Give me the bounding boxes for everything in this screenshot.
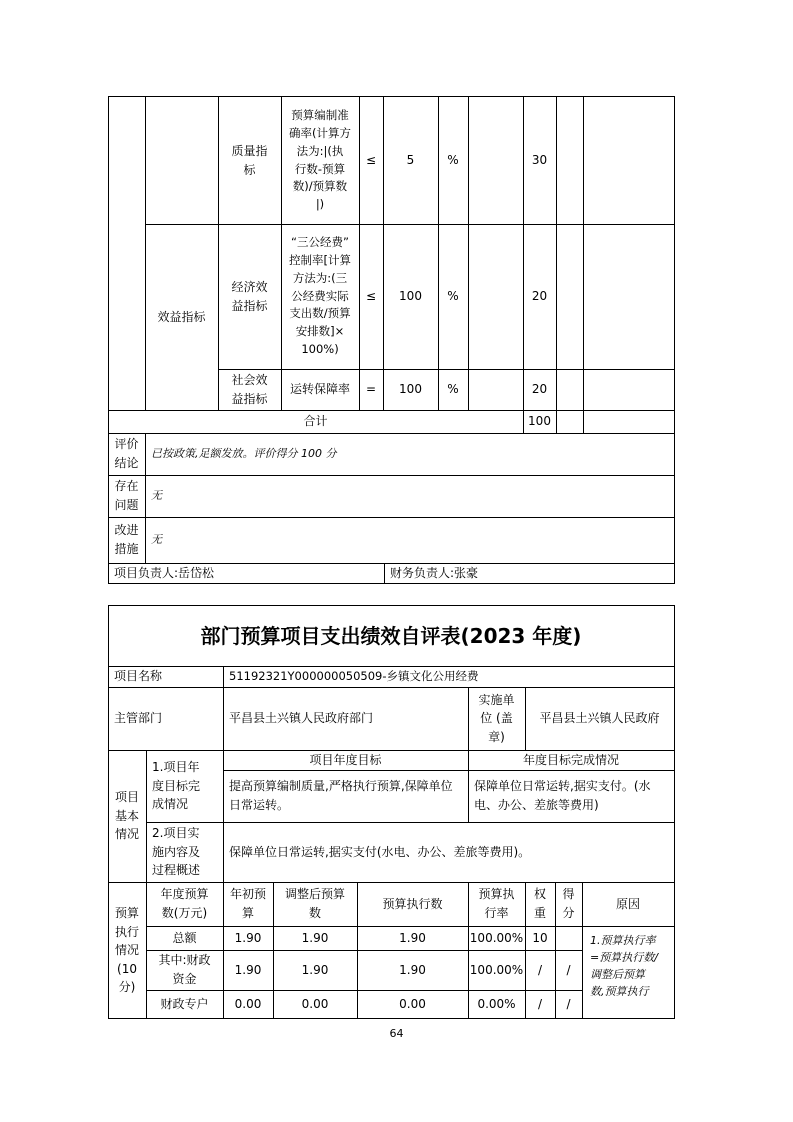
table-row-special-adjusted: 0.00 [301, 997, 329, 1012]
rule [108, 96, 675, 97]
rule [146, 950, 582, 951]
econ-indicator-desc: “三公经费” 控制率[计算 方法为:(三 公经费实际 支出数/预算 安排数]× 100%) [289, 235, 351, 357]
page-title: 部门预算项目支出绩效自评表(2023 年度) [200, 623, 582, 648]
budget-header-weight: 权 重 [533, 887, 546, 920]
rule [108, 605, 109, 1019]
total-score: 100 [528, 414, 551, 429]
impl-content-text: 保障单位日常运转,据实支付(水电、办公、差旅等费用)。 [229, 844, 531, 859]
basic-info-label: 项目 基本 情况 [114, 790, 139, 842]
budget-header-annual: 年度预算 数(万元) [160, 887, 209, 920]
table-row-total-name: 总额 [172, 930, 197, 945]
finance-lead: 财务负责人:张豪 [390, 565, 479, 580]
table-row-total-adjusted: 1.90 [301, 930, 329, 945]
rule [108, 750, 675, 751]
dept-value: 平昌县土兴镇人民政府部门 [229, 711, 374, 726]
rule [583, 96, 584, 433]
table-row-fiscal-score: / [566, 962, 571, 977]
rule [108, 433, 675, 434]
total-label: 合计 [303, 414, 328, 429]
social-unit: % [447, 382, 459, 397]
rule [108, 475, 675, 476]
rule [357, 882, 358, 1019]
impl-unit-label: 实施单 位 (盖 章) [478, 692, 515, 744]
table-row-fiscal-adjusted: 1.90 [301, 962, 329, 977]
table-row-fiscal-weight: / [537, 962, 543, 977]
rule [146, 926, 675, 927]
rule [281, 96, 282, 410]
annual-goal-label: 1.项目年 度目标完 成情况 [152, 760, 201, 812]
rule [438, 96, 439, 410]
rule [108, 410, 675, 411]
quality-value: 5 [406, 153, 415, 168]
measure-label: 改进 措施 [114, 523, 139, 556]
budget-exec-label: 预算 执行 情况 (10 分) [114, 906, 139, 995]
social-indicator-desc: 运转保障率 [289, 382, 350, 397]
table-row-special-name: 财政专户 [160, 997, 209, 1012]
social-indicator-label: 社会效 益指标 [231, 372, 268, 406]
table-row-fiscal-rate: 100.00% [469, 962, 524, 977]
measure-text: 无 [151, 533, 162, 547]
rule [359, 96, 360, 410]
rule [108, 687, 675, 688]
page-number: 64 [389, 1027, 404, 1041]
rule [525, 882, 526, 1019]
project-name-value: 51192321Y000000050509-乡镇文化公用经费 [229, 668, 479, 683]
evaluation-label: 评价 结论 [114, 437, 139, 470]
rule [223, 750, 224, 1019]
rule [218, 96, 219, 410]
annual-goal-text: 提高预算编制质量,严格执行预算,保障单位 日常运转。 [229, 779, 453, 812]
rule [384, 563, 385, 583]
table-row-special-weight: / [537, 997, 543, 1012]
rule [108, 605, 675, 606]
quality-indicator-desc: 预算编制准 确率(计算方 法为:|(执 行数-预算 数)/预算数 |) [289, 108, 351, 212]
rule [555, 882, 556, 1019]
impl-content-label: 2.项目实 施内容及 过程概述 [152, 826, 201, 878]
quality-indicator-label: 质量指 标 [231, 143, 268, 177]
benefit-indicator-label: 效益指标 [157, 309, 206, 324]
table-row-special-executed: 0.00 [399, 997, 426, 1012]
econ-score: 20 [531, 289, 548, 304]
rule [145, 224, 675, 225]
rule [523, 96, 524, 433]
rule [108, 583, 675, 584]
econ-value: 100 [399, 289, 422, 304]
table-row-total-executed: 1.90 [399, 930, 426, 945]
rule [145, 433, 146, 563]
table-row-total-initial: 1.90 [234, 930, 262, 945]
budget-header-adjusted: 调整后预算 数 [284, 887, 345, 920]
table-row-special-score: / [566, 997, 571, 1012]
table-row-special-initial: 0.00 [234, 997, 262, 1012]
budget-header-score: 得 分 [562, 887, 575, 920]
rule [145, 96, 146, 410]
table-row-total-weight: 10 [532, 930, 548, 945]
rule [468, 882, 469, 1019]
table-row-total-score [555, 926, 582, 950]
project-lead: 项目负责人:岳岱松 [114, 565, 215, 580]
table-row-fiscal-initial: 1.90 [234, 962, 262, 977]
quality-unit: % [447, 153, 459, 168]
rule [146, 822, 675, 823]
rule [674, 605, 675, 1019]
budget-header-rate: 预算执 行率 [478, 887, 515, 920]
rule [108, 666, 675, 667]
problem-text: 无 [151, 489, 162, 503]
rule [108, 517, 675, 518]
rule [468, 687, 469, 822]
social-value: 100 [399, 382, 422, 397]
rule [582, 882, 583, 1019]
rule [218, 369, 675, 370]
rule [108, 1018, 675, 1019]
dept-label: 主管部门 [114, 711, 163, 726]
impl-unit-value: 平昌县土兴镇人民政府 [539, 711, 660, 726]
budget-header-initial: 年初预 算 [229, 887, 266, 920]
reason-text: 1.预算执行率 =预算执行数/ 调整后预算 数,预算执行 [590, 934, 658, 999]
project-name-label: 项目名称 [114, 669, 163, 684]
social-operator: = [365, 382, 377, 397]
rule [108, 882, 675, 883]
social-score: 20 [531, 382, 548, 397]
quality-operator: ≤ [365, 153, 377, 168]
econ-indicator-label: 经济效 益指标 [231, 279, 268, 313]
budget-header-executed: 预算执行数 [382, 896, 443, 911]
table-row-total-rate: 100.00% [469, 930, 524, 945]
rule [674, 96, 675, 584]
rule [468, 96, 469, 410]
table-row-fiscal-name: 其中:财政 资金 [158, 953, 211, 986]
evaluation-text: 已按政策,足额发放。评价得分 100 分 [151, 447, 337, 461]
rule [223, 770, 675, 771]
problem-label: 存在 问题 [114, 479, 139, 512]
rule [146, 990, 582, 991]
rule [108, 563, 675, 564]
goal-completion-text: 保障单位日常运转,据实支付。(水 电、办公、差旅等费用) [474, 779, 651, 812]
rule [146, 750, 147, 1019]
quality-score: 30 [531, 153, 548, 168]
table-row-fiscal-executed: 1.90 [399, 962, 426, 977]
econ-unit: % [447, 289, 459, 304]
table-row-special-rate: 0.00% [477, 997, 516, 1012]
econ-operator: ≤ [365, 289, 377, 304]
rule [556, 96, 557, 433]
rule [108, 96, 109, 584]
rule [383, 96, 384, 410]
budget-header-reason: 原因 [615, 896, 640, 911]
rule [525, 687, 526, 750]
goal-completion-header: 年度目标完成情况 [522, 752, 619, 767]
rule [223, 666, 224, 750]
rule [273, 882, 274, 1019]
annual-goal-header: 项目年度目标 [309, 752, 382, 767]
